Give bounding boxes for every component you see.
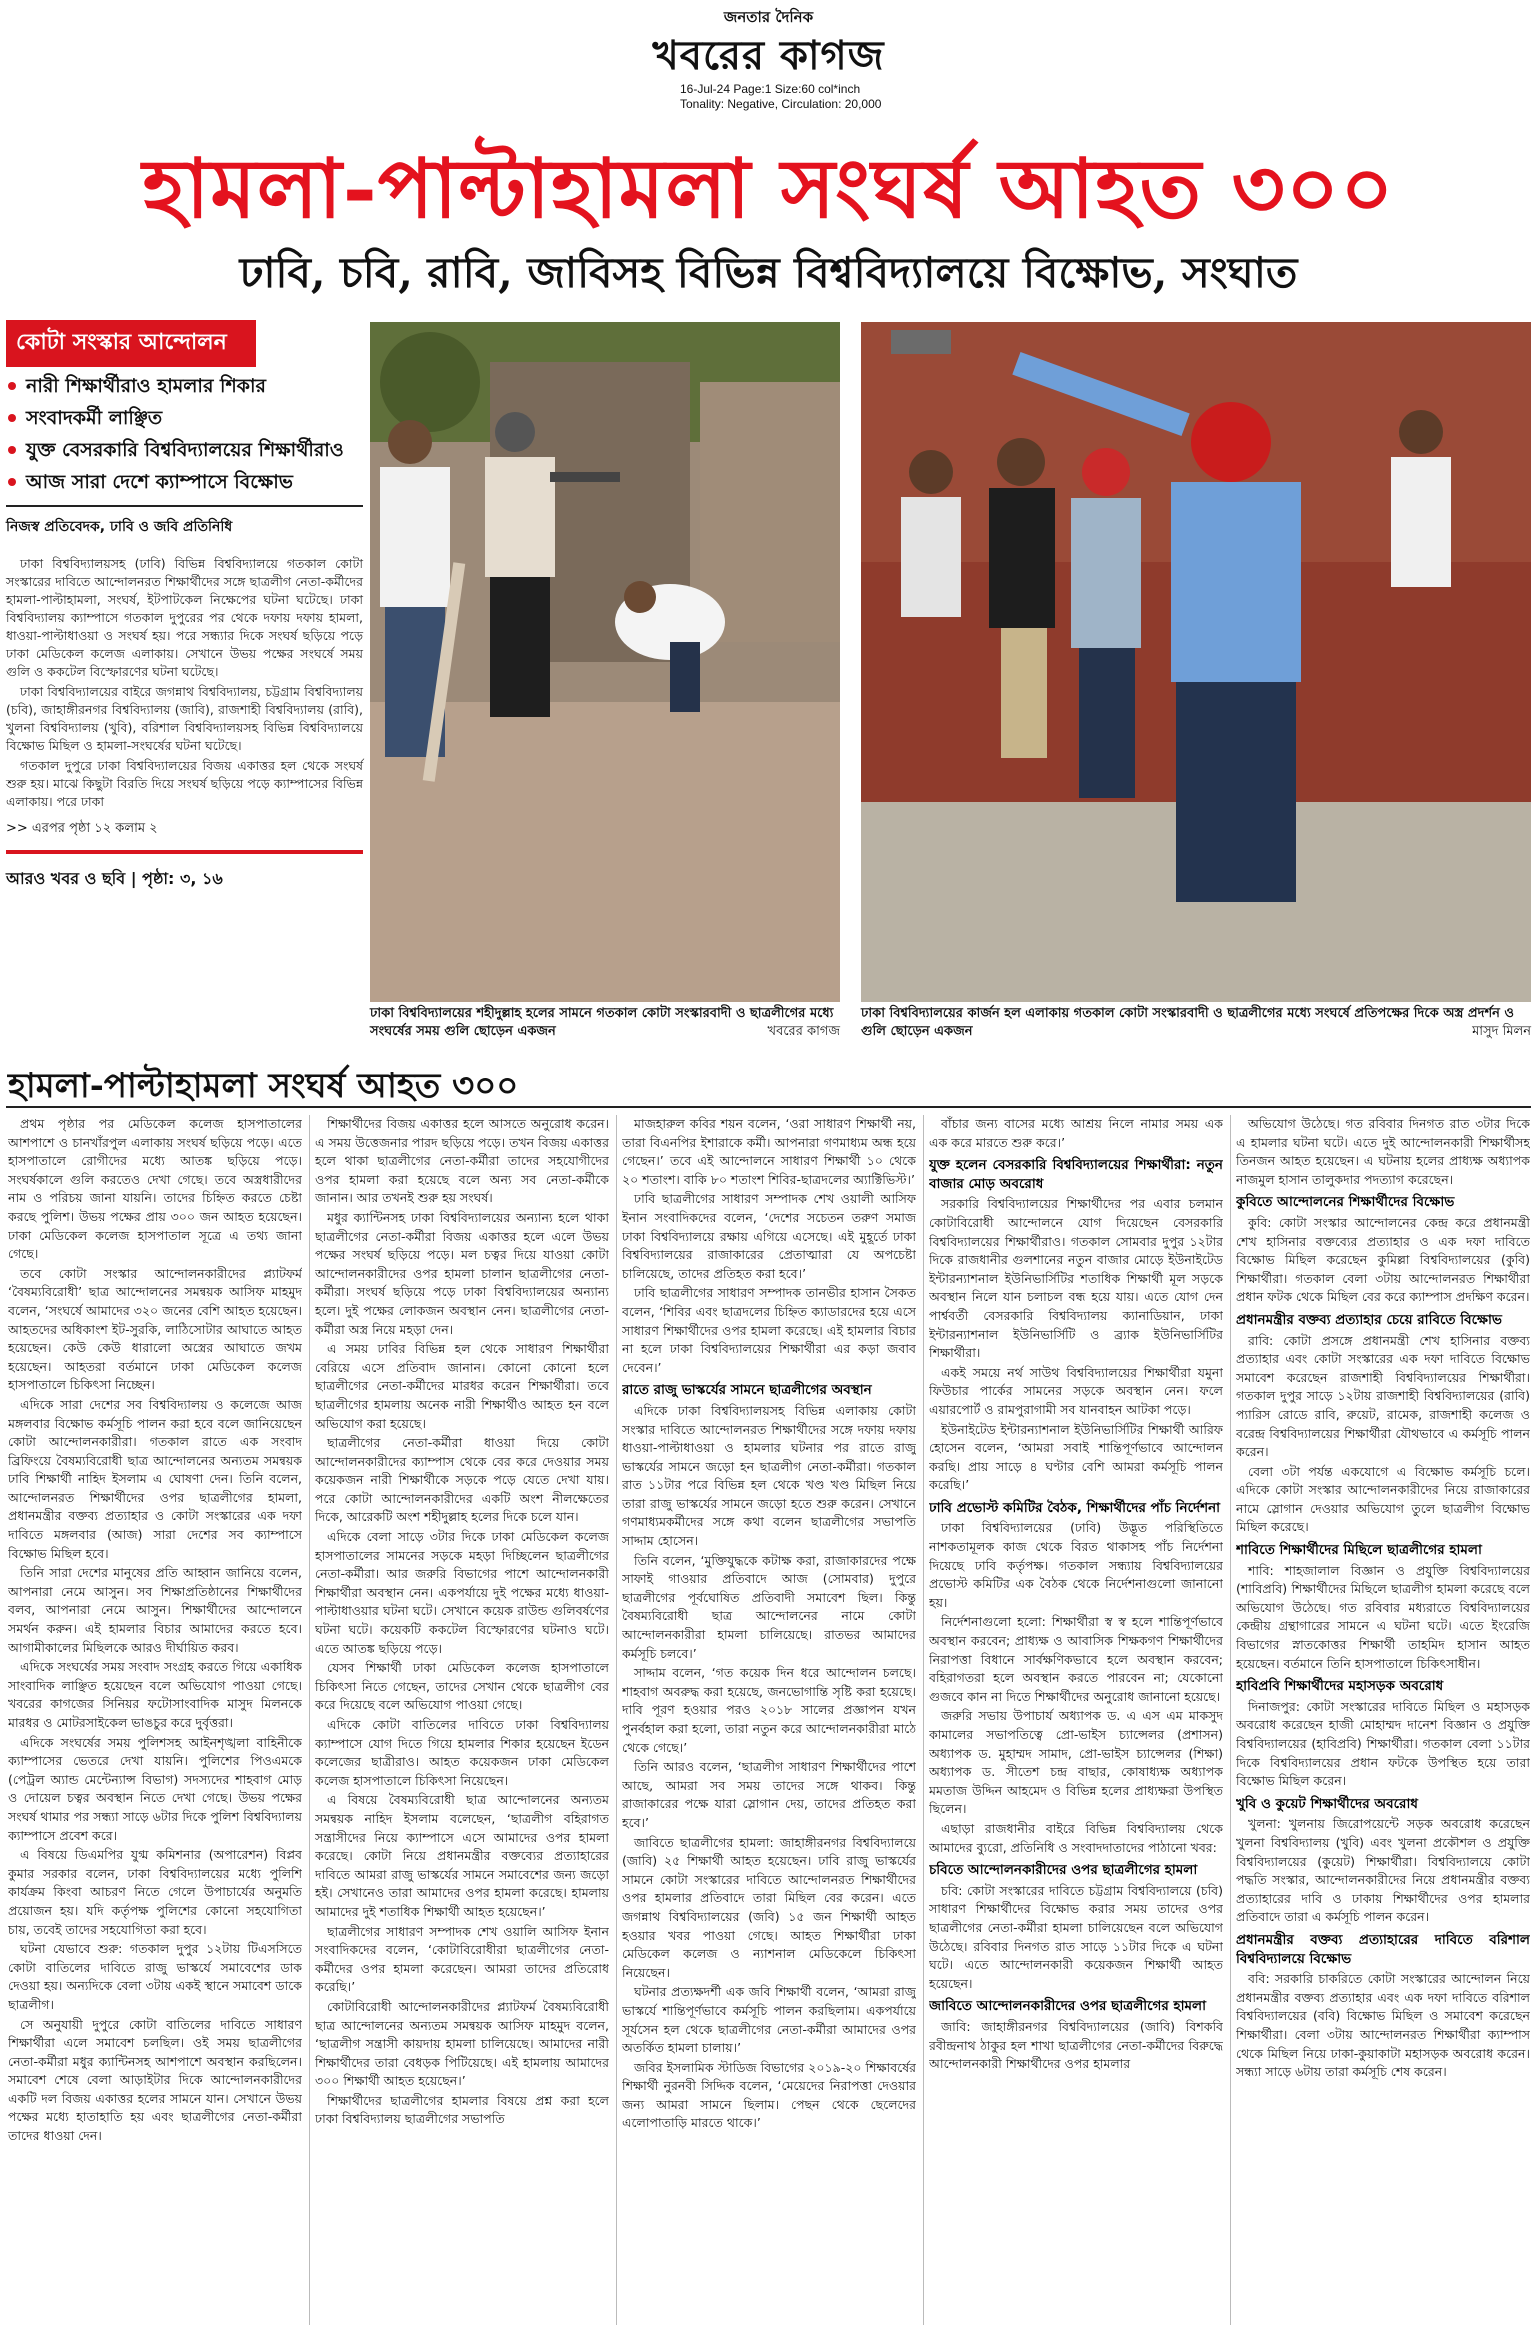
- article-paragraph: মধুর ক্যান্টিনসহ ঢাকা বিশ্ববিদ্যালয়ের অন্যান্য হলে থাকা ছাত্রলীগের নেতা-কর্মীরা বিজয় একাত্তর হলে এলে উভয় পক্ষের সংঘর্ষ ছড়িয়ে পড়ে। মল চত্বর দিয়ে যাওয়া কোটা আন্দোলনকারীদের ওপর হামলা চালান ছাত্রলীগের নেতা-কর্মীরা। সংঘর্ষ ছড়িয়ে পড়ে ঢাকা বিশ্ববিদ্যালয়ের অন্যান্য হলে। দুই পক্ষের লোকজন অবস্থান নেন। ছাত্রলীগের নেতা-কর্মীরা অস্ত্র নিয়ে মহড়া দেন।: [315, 1209, 609, 1337]
- article-paragraph: এদিকে সারা দেশের সব বিশ্ববিদ্যালয় ও কলেজে আজ মঙ্গলবার বিক্ষোভ কর্মসূচি পালন করা হবে বলে জানিয়েছেন কোটা আন্দোলনকারীরা। গতকাল রাতে এক সংবাদ ব্রিফিংয়ে বৈষম্যবিরোধী ছাত্র আন্দোলনের অন্যতম সমন্বয়ক ঢাবি শিক্ষার্থী নাহিদ ইসলাম এ ঘোষণা দেন। তিনি বলেন, আন্দোলনরত শিক্ষার্থীদের ওপর ছাত্রলীগের হামলা, প্রধানমন্ত্রীর বক্তব্য প্রত্যাহার ও কোটা সংস্কারের এক দফা দাবিতে মঙ্গলবার (আজ) সারা দেশের সব ক্যাম্পাসে বিক্ষোভ মিছিল হবে।: [8, 1396, 302, 1561]
- masthead-tagline: জনতার দৈনিক: [723, 8, 814, 26]
- article-paragraph: যেসব শিক্ষার্থী ঢাকা মেডিকেল কলেজ হাসপাতালে চিকিৎসা নিতে গেছেন, তাদের সেখান থেকে ছাত্রলীগ বের করে দিয়েছে বলে অভিযোগ পাওয়া গেছে।: [315, 1660, 609, 1713]
- article-column-5: [1236, 1115, 1530, 2325]
- article-paragraph: মাজহারুল কবির শয়ন বলেন, ‘ওরা সাধারণ শিক্ষার্থী নয়, তারা বিএনপির ইশারাকে কর্মী। আপনারা গণমাধ্যম অন্ধ হয়ে গেছেন।’ তবে এই আন্দোলনে সাধারণ শিক্ষার্থী ১০ থেকে ২০ শতাংশ। বাকি ৮০ শতাংশ শিবির-ছাত্রদলের অ্যাক্টিভিস্ট।’: [622, 1116, 916, 1187]
- photo-2-credit: মাসুদ মিলন: [1472, 1024, 1531, 1039]
- article-paragraph: তিনি বলেন, ‘মুক্তিযুদ্ধকে কটাক্ষ করা, রাজাকারদের পক্ষে সাফাই গাওয়ার প্রতিবাদে আজ (সোমবার) দুপুরে ছাত্রলীগের পূর্বঘোষিত প্রতিবাদী সমাবেশ ছিল। কিন্তু বৈষম্যবিরোধী ছাত্র আন্দোলনের নামে কোটা আন্দোলনকারীরা হামলা চালিয়েছে। রাতভর আমাদের কর্মসূচি চলবে।’: [622, 1552, 916, 1661]
- article-paragraph: তিনি সারা দেশের মানুষের প্রতি আহ্বান জানিয়ে বলেন, আপনারা নেমে আসুন। সব শিক্ষাপ্রতিষ্ঠানের শিক্ষার্থীদের বলব, আপনারা নেমে আসুন। শিক্ষার্থীদের আন্দোলনে সমর্থন করুন। এই হামলার বিচার আমাদের করতে হবে। আগামীকালের মিছিলকে আরও দীর্ঘায়িত করব।: [8, 1565, 302, 1655]
- column-divider: [923, 1115, 924, 2325]
- bullet-dot-icon: [8, 478, 16, 486]
- article-paragraph: জরুরি সভায় উপাচার্য অধ্যাপক ড. এ এস এম মাকসুদ কামালের সভাপতিত্বে প্রো-ভাইস চ্যান্সেলর (প্রশাসন) অধ্যাপক ড. মুহাম্মদ সামাদ, প্রো-ভাইস চ্যান্সেলর (শিক্ষা) অধ্যাপক ড. সীতেশ চন্দ্র বাছার, কোষাধ্যক্ষ অধ্যাপক মমতাজ উদ্দিন আহমেদ ও বিভিন্ন হলের প্রাধ্যক্ষরা উপস্থিত ছিলেন।: [929, 1708, 1223, 1817]
- article-paragraph: এদিকে কোটা বাতিলের দাবিতে ঢাকা বিশ্ববিদ্যালয় ক্যাম্পাসে যোগ দিতে গিয়ে হামলার শিকার হয়েছেন ইডেন কলেজের ছাত্রীরাও। আহত কয়েকজন ঢাকা মেডিকেল কলেজ হাসপাতালে চিকিৎসা নিয়েছেন।: [315, 1717, 609, 1788]
- byline: নিজস্ব প্রতিবেদক, ঢাবি ও জবি প্রতিনিধি: [6, 519, 233, 535]
- article-paragraph: একই সময়ে নর্থ সাউথ বিশ্ববিদ্যালয়ের শিক্ষার্থীরা যমুনা ফিউচার পার্কের সামনের সড়কে অবস্থান নেন। ফলে এয়ারপোর্ট ও রামপুরাগামী সব যানবাহন আটকা পড়ে।: [929, 1364, 1223, 1417]
- article-paragraph: ছাত্রলীগের নেতা-কর্মীরা ধাওয়া দিয়ে কোটা আন্দোলনকারীদের ক্যাম্পাস থেকে বের করে দেওয়ার সময় কয়েকজন নারী শিক্ষার্থীকে সড়কে পড়ে যেতে দেখা যায়। পরে কোটা আন্দোলনকারীদের একটি অংশ নীলক্ষেতের দিকে, আরেকটি অংশ শহীদুল্লাহ হলের দিকে চলে যান।: [315, 1435, 609, 1525]
- photo-1-caption-text: ঢাকা বিশ্ববিদ্যালয়ের শহীদুল্লাহ হলের সামনে গতকাল কোটা সংস্কারবাদী ও ছাত্রলীগের মধ্যে সংঘর্ষের সময় গুলি ছোড়েন একজন: [370, 1006, 834, 1039]
- section-subheading: চবিতে আন্দোলনকারীদের ওপর ছাত্রলীগের হামলা: [929, 1862, 1198, 1879]
- article-column-2: [315, 1115, 609, 2325]
- section-subheading: প্রধানমন্ত্রীর বক্তব্য প্রত্যাহার চেয়ে রাবিতে বিক্ষোভ: [1236, 1311, 1502, 1328]
- bullet-dot-icon: [8, 446, 16, 454]
- section-subheading: প্রধানমন্ত্রীর বক্তব্য প্রত্যাহারের দাবিতে বরিশাল বিশ্ববিদ্যালয়ে বিক্ষোভ: [1236, 1931, 1530, 1967]
- column-divider: [1230, 1115, 1231, 2325]
- highlight-item: আজ সারা দেশে ক্যাম্পাসে বিক্ষোভ: [6, 469, 363, 495]
- clipping-meta-line1: 16-Jul-24 Page:1 Size:60 col*inch: [680, 82, 861, 96]
- article-paragraph: কুবি: কোটা সংস্কার আন্দোলনের কেন্দ্র করে প্রধানমন্ত্রী শেখ হাসিনার বক্তব্যের প্রত্যাহার ও এক দফা দাবিতে বিক্ষোভ মিছিল করেছেন কুমিল্লা বিশ্ববিদ্যালয়ের (কুবি) শিক্ষার্থীরা। গতকাল বেলা ৩টায় আন্দোলনরত শিক্ষার্থীরা প্রধান ফটক থেকে মিছিল বের করে ক্যাম্পাস প্রদক্ষিণ করেন।: [1236, 1214, 1530, 1305]
- news-photo-1-image: [370, 322, 840, 1002]
- section-subheading: কুবিতে আন্দোলনের শিক্ষার্থীদের বিক্ষোভ: [1236, 1194, 1455, 1211]
- article-paragraph: ঘটনা যেভাবে শুরু: গতকাল দুপুর ১২টায় টিএসসিতে কোটা বাতিলের দাবিতে রাজু ভাস্কর্যে সমাবেশের ডাক দেওয়া হয়। অন্যদিকে বেলা ৩টায় একই স্থানে সমাবেশ ডাকে ছাত্রলীগ।: [8, 1941, 302, 2012]
- bullet-dot-icon: [8, 414, 16, 422]
- article-paragraph: ঢাকা বিশ্ববিদ্যালয়ের (ঢাবি) উদ্ভূত পরিস্থিতিতে নাশকতামূলক কাজ থেকে বিরত থাকাসহ পাঁচ নির্দেশনা দিয়েছে ঢাবি কর্তৃপক্ষ। গতকাল সন্ধ্যায় বিশ্ববিদ্যালয়ের প্রভোস্ট কমিটির এক বৈঠক থেকে নির্দেশনাগুলো জানানো হয়।: [929, 1520, 1223, 1610]
- newspaper-name: খবরের কাগজ: [652, 32, 885, 79]
- article-paragraph: বাঁচার জন্য বাসের মধ্যে আশ্রয় নিলে নামার সময় এক এক করে মারতে শুরু করে।’: [929, 1116, 1223, 1150]
- highlight-item: যুক্ত বেসরকারি বিশ্ববিদ্যালয়ের শিক্ষার্থীরাও: [6, 437, 363, 463]
- article-paragraph: শিক্ষার্থীদের বিজয় একাত্তর হলে আসতে অনুরোধ করেন। এ সময় উত্তেজনার পারদ ছড়িয়ে পড়ে। তখন বিজয় একাত্তর হলে থাকা ছাত্রলীগের নেতা-কর্মীরা তাদের সহযোগীদের ওপর হামলা করা হয়েছে বলে অন্য সব নেতা-কর্মীকে জানান। আর তখনই শুরু হয় সংঘর্ষ।: [315, 1116, 609, 1206]
- divider: [6, 505, 363, 507]
- clipping-meta: [680, 82, 881, 112]
- news-photo-2: [861, 322, 1531, 1002]
- article-paragraph: এছাড়া রাজধানীর বাইরে বিভিন্ন বিশ্ববিদ্যালয় থেকে আমাদের ব্যুরো, প্রতিনিধি ও সংবাদদাতাদের পাঠানো খবর:: [929, 1820, 1223, 1855]
- lead-paragraph: ঢাকা বিশ্ববিদ্যালয়ের বাইরে জগন্নাথ বিশ্ববিদ্যালয়, চট্টগ্রাম বিশ্ববিদ্যালয় (চবি), জাহাঙ্গীরনগর বিশ্ববিদ্যালয় (জাবি), রাজশাহী বিশ্ববিদ্যালয় (রাবি), খুলনা বিশ্ববিদ্যালয় (খুবি), বরিশাল বিশ্ববিদ্যালয়সহ বিভিন্ন বিশ্ববিদ্যালয়ে বিক্ষোভ মিছিল ও হামলা-সংঘর্ষের ঘটনা ঘটেছে।: [6, 684, 363, 753]
- column-divider: [616, 1115, 617, 2325]
- photo-1-caption: [370, 1005, 840, 1041]
- article-paragraph: এ সময় ঢাবির বিভিন্ন হল থেকে সাধারণ শিক্ষার্থীরা বেরিয়ে এসে প্রতিবাদ জানান। কোনো কোনো হলে ছাত্রলীগের নেতা-কর্মীদের মারধর করেন শিক্ষার্থীরা। তবে ছাত্রলীগের হামলায় অনেক নারী শিক্ষার্থীও আহত হন বলে অভিযোগ করা হয়েছে।: [315, 1341, 609, 1431]
- article-paragraph: ঢাবি ছাত্রলীগের সাধারণ সম্পাদক শেখ ওয়ালী আসিফ ইনান সংবাদিকদের বলেন, ‘দেশের সচেতন তরুণ সমাজ ঢাকা বিশ্ববিদ্যালয়ে রক্ষায় এগিয়ে এসেছে। এই মুহূর্তে ঢাকা বিশ্ববিদ্যালয়ের রাজাকারের প্রেতাত্মারা যে অপচেষ্টা চালিয়েছে, তাদের প্রতিহত করা হবে।’: [622, 1191, 916, 1281]
- more-news-pointer: আরও খবর ও ছবি | পৃষ্ঠা: ৩, ১৬: [6, 869, 223, 888]
- continued-note: >> এরপর পৃষ্ঠা ১২ কলাম ২: [6, 821, 158, 836]
- article-paragraph: শাবি: শাহজালাল বিজ্ঞান ও প্রযুক্তি বিশ্ববিদ্যালয়ের (শাবিপ্রবি) শিক্ষার্থীদের মিছিলে ছাত্রলীগ হামলা করেছে বলে অভিযোগ উঠেছে। গত রবিবার মধ্যরাতে বিশ্ববিদ্যালয়ের কেন্দ্রীয় গ্রন্থাগারের সামনে এ ঘটনা ঘটে। এতে ইংরেজি বিভাগের স্নাতকোত্তর শিক্ষার্থী তাহমিদ হাসান আহত হয়েছেন। বর্তমানে তিনি হাসপাতালে চিকিৎসাধীন।: [1236, 1562, 1530, 1671]
- article-paragraph: জাবিতে ছাত্রলীগের হামলা: জাহাঙ্গীরনগর বিশ্ববিদ্যালয়ে (জাবি) ২৫ শিক্ষার্থী আহত হয়েছেন। ঢাবি রাজু ভাস্কর্যের সামনে কোটা সংস্কারের দাবিতে আন্দোলনরত শিক্ষার্থীদের ওপর হামলার প্রতিবাদে তারা মিছিল বের করেন। এতে জগন্নাথ বিশ্ববিদ্যালয়ের (জবি) ১৫ জন শিক্ষার্থী আহত হওয়ার খবর পাওয়া গেছে। আহত শিক্ষার্থীরা ঢাকা মেডিকেল কলেজ ও ন্যাশনাল মেডিকেলে চিকিৎসা নিয়েছেন।: [622, 1834, 916, 1980]
- article-paragraph: এদিকে ঢাকা বিশ্ববিদ্যালয়সহ বিভিন্ন এলাকায় কোটা সংস্কার দাবিতে আন্দোলনরত শিক্ষার্থীদের সঙ্গে দফায় দফায় ধাওয়া-পাল্টাধাওয়া ও হামলার ঘটনার পর রাতে রাজু ভাস্কর্যের সামনে জড়ো হন ছাত্রলীগ নেতা-কর্মীরা। গতকাল রাত ১১টার পরে বিভিন্ন হল থেকে খণ্ড খণ্ড মিছিল নিয়ে তারা রাজু ভাস্কর্যের সামনে জড়ো হতে শুরু করেন। সেখানে গণমাধ্যমকর্মীদের সঙ্গে কথা বলেন ছাত্রলীগের সভাপতি সাদ্দাম হোসেন।: [622, 1402, 916, 1549]
- article-paragraph: সরকারি বিশ্ববিদ্যালয়ের শিক্ষার্থীদের পর এবার চলমান কোটাবিরোধী আন্দোলনে যোগ দিয়েছেন বেসরকারি বিশ্ববিদ্যালয়ের শিক্ষার্থীরাও। গতকাল সোমবার দুপুর ১২টার দিকে রাজধানীর গুলশানের নতুন বাজার মোড়ে ইউনাইটেড ইন্টারন্যাশনাল ইউনিভার্সিটির শতাধিক শিক্ষার্থী মূল সড়কে অবস্থান নিলে যান চলাচল বন্ধ হয়ে যায়। এতে যোগ দেন পার্শ্ববর্তী বেসরকারি বিশ্ববিদ্যালয় ক্যানাডিয়ান, ঢাকা ইন্টারন্যাশনাল ইউনিভার্সিটি ও ব্র্যাক ইউনিভার্সিটির শিক্ষার্থীরা।: [929, 1196, 1223, 1361]
- highlight-item: নারী শিক্ষার্থীরাও হামলার শিকার: [6, 373, 363, 399]
- section-subheading: যুক্ত হলেন বেসরকারি বিশ্ববিদ্যালয়ের শিক্ষার্থীরা: নতুন বাজার মোড় অবরোধ: [929, 1157, 1223, 1192]
- story-headline: হামলা-পাল্টাহামলা সংঘর্ষ আহত ৩০০: [8, 1066, 519, 1106]
- article-paragraph: জাবি: জাহাঙ্গীরনগর বিশ্ববিদ্যালয়ের (জাবি) বিশকবি রবীন্দ্রনাথ ঠাকুর হল শাখা ছাত্রলীগের নেতা-কর্মীদের বিরুদ্ধে আন্দোলনকারী শিক্ষার্থীদের ওপর হামলার: [929, 2018, 1223, 2072]
- divider: [6, 1106, 1531, 1108]
- article-paragraph: জবির ইসলামিক স্টাডিজ বিভাগের ২০১৯-২০ শিক্ষাবর্ষের শিক্ষার্থী নুরনবী সিদ্দিক বলেন, ‘মেয়েদের নিরাপত্তা দেওয়ার জন্য আমরা সামনে ছিলাম। পেছন থেকে ছেলেদের এলোপাতাড়ি মারতে থাকে।’: [622, 2059, 916, 2131]
- article-paragraph: চবি: কোটা সংস্কারের দাবিতে চট্টগ্রাম বিশ্ববিদ্যালয়ে (চবি) সাধারণ শিক্ষার্থীদের বিক্ষোভ করার সময় তাদের ওপর ছাত্রলীগের নেতা-কর্মীরা হামলা চালিয়েছেন বলে অভিযোগ উঠেছে। রবিবার দিনগত রাত সাড়ে ১১টার দিকে এ ঘটনা ঘটে। এতে আন্দোলনকারী কয়েকজন শিক্ষার্থী আহত হয়েছেন।: [929, 1882, 1223, 1991]
- article-paragraph: ইউনাইটেড ইন্টারন্যাশনাল ইউনিভার্সিটির শিক্ষার্থী আরিফ হোসেন বলেন, ‘আমরা সবাই শান্তিপূর্ণভাবে আন্দোলন করছি। প্রায় সাড়ে ৪ ঘণ্টার বেশি আমরা কর্মসূচি পালন করেছি।’: [929, 1421, 1223, 1493]
- section-subheading: খুবি ও কুয়েট শিক্ষার্থীদের অবরোধ: [1236, 1795, 1418, 1812]
- photo-2-caption-text: ঢাকা বিশ্ববিদ্যালয়ের কার্জন হল এলাকায় গতকাল কোটা সংস্কারবাদী ও ছাত্রলীগের মধ্যে সংঘর্ষে প্রতিপক্ষের দিকে অস্ত্র প্রদর্শন ও গুলি ছোড়েন একজন: [861, 1006, 1515, 1039]
- highlight-item: সংবাদকর্মী লাঞ্ছিত: [6, 405, 363, 431]
- section-subheading: জাবিতে আন্দোলনকারীদের ওপর ছাত্রলীগের হামলা: [929, 1998, 1206, 2015]
- lead-paragraph: গতকাল দুপুরে ঢাকা বিশ্ববিদ্যালয়ের বিজয় একাত্তর হল থেকে সংঘর্ষ শুরু হয়। মাঝে কিছুটা বিরতি দিয়ে সংঘর্ষ ছড়িয়ে পড়ে ক্যাম্পাসের বিভিন্ন এলাকায়। পরে ঢাকা: [6, 758, 363, 809]
- article-paragraph: শিক্ষার্থীদের ছাত্রলীগের হামলার বিষয়ে প্রশ্ন করা হলে ঢাকা বিশ্ববিদ্যালয় ছাত্রলীগের সভাপতি: [315, 2092, 609, 2127]
- topic-label: কোটা সংস্কার আন্দোলন: [6, 320, 256, 367]
- news-photo-2-image: [861, 322, 1531, 1002]
- main-headline: হামলা-পাল্টাহামলা সংঘর্ষ আহত ৩০০: [142, 141, 1395, 237]
- article-paragraph: তবে কোটা সংস্কার আন্দোলনকারীদের প্ল্যাটফর্ম ‘বৈষম্যবিরোধী’ ছাত্র আন্দোলনের সমন্বয়ক আসিফ মাহমুদ বলেন, ‘সংঘর্ষে আমাদের ৩২০ জনের বেশি আহত হয়েছেন। আহতদের অধিকাংশ ইট-সুরকি, লাঠিসোটার আঘাতে আহত হয়েছেন। কেউ কেউ ধারালো অস্ত্রের আঘাতে জখম হয়েছেন। আহতরা বর্তমানে ঢাকা মেডিকেল কলেজ হাসপাতালে চিকিৎসা নিচ্ছেন।: [8, 1265, 302, 1393]
- section-subheading: ঢাবি প্রভোস্ট কমিটির বৈঠক, শিক্ষার্থীদের পাঁচ নির্দেশনা: [929, 1499, 1221, 1516]
- bullet-dot-icon: [8, 382, 16, 390]
- article-column-1: [8, 1115, 302, 2325]
- article-column-3: [622, 1115, 916, 2325]
- masthead: [0, 0, 1537, 130]
- article-paragraph: খুলনা: খুলনায় জিরোপয়েন্টে সড়ক অবরোধ করেছেন খুলনা বিশ্ববিদ্যালয় (খুবি) এবং খুলনা প্রকৌশল ও প্রযুক্তি বিশ্ববিদ্যালয়ের (কুয়েট) শিক্ষার্থীরা। বিশ্ববিদ্যালয়ে কোটা পদ্ধতি সংস্কার, আন্দোলনকারীদের নিয়ে প্রধানমন্ত্রীর বক্তব্য প্রত্যাহারের দাবি ও ঢাকায় শিক্ষার্থীদের ওপর হামলার প্রতিবাদে তারা এ কর্মসূচি পালন করেন।: [1236, 1816, 1530, 1925]
- lead-paragraph: ঢাকা বিশ্ববিদ্যালয়সহ (ঢাবি) বিভিন্ন বিশ্ববিদ্যালয়ে গতকাল কোটা সংস্কারের দাবিতে আন্দোলনরত শিক্ষার্থীদের সঙ্গে ছাত্রলীগ নেতা-কর্মীদের হামলা-পাল্টাহামলা, সংঘর্ষ, ইটপাটকেল নিক্ষেপের ঘটনা ঘটেছে। ঢাকা বিশ্ববিদ্যালয় ক্যাম্পাসে গতকাল দুপুরের পর থেকে দফায় দফায় হামলা, ধাওয়া-পাল্টাধাওয়া ও সংঘর্ষ হয়। পরে সন্ধ্যার দিকে সংঘর্ষ ছড়িয়ে পড়ে ঢাকা মেডিকেল কলেজ এলাকায়। সেখানে উভয় পক্ষের সংঘর্ষে সময় গুলি ও ককটেল বিস্ফোরণের ঘটনা ঘটেছে।: [6, 556, 363, 679]
- sub-headline: ঢাবি, চবি, রাবি, জাবিসহ বিভিন্ন বিশ্ববিদ্যালয়ে বিক্ষোভ, সংঘাত: [239, 248, 1298, 297]
- article-paragraph: সে অনুযায়ী দুপুরে কোটা বাতিলের দাবিতে সাধারণ শিক্ষার্থীরা এলে সমাবেশ চলছিল। ওই সময় ছাত্রলীগের নেতা-কর্মীরা মধুর ক্যান্টিনসহ আশপাশে অবস্থান করছিলেন। সমাবেশ শেষে বেলা আড়াইটার দিকে আন্দোলনকারীদের একটি দল বিজয় একাত্তর হলের সামনে যান। সেখানে উভয় পক্ষের মধ্যে হাতাহাতি হয় এবং ছাত্রলীগের নেতা-কর্মীরা তাদের ধাওয়া দেন।: [8, 2016, 302, 2144]
- article-paragraph: ববি: সরকারি চাকরিতে কোটা সংস্কারের আন্দোলন নিয়ে প্রধানমন্ত্রীর বক্তব্য প্রত্যাহার এবং এক দফা দাবিতে বরিশাল বিশ্ববিদ্যালয়ের (ববি) বিক্ষোভ মিছিল ও সমাবেশ করেছেন শিক্ষার্থীরা। বেলা ৩টায় আন্দোলনরত শিক্ষার্থীরা ক্যাম্পাস থেকে মিছিল নিয়ে ঢাকা-কুয়াকাটা মহাসড়ক অবরোধ করেন। সন্ধ্যা সাড়ে ৬টায় তারা কর্মসূচি শেষ করেন।: [1236, 1971, 1530, 2080]
- article-paragraph: তিনি আরও বলেন, ‘ছাত্রলীগ সাধারণ শিক্ষার্থীদের পাশে আছে, আমরা সব সময় তাদের সঙ্গে থাকব। কিন্তু রাজাকারের পক্ষে যারা স্লোগান দেয়, তাদের প্রতিহত করা হবে।’: [622, 1759, 916, 1830]
- clipping-meta-line2: Tonality: Negative, Circulation: 20,000: [680, 97, 882, 111]
- photo-1-credit: খবরের কাগজ: [767, 1024, 840, 1039]
- column-divider: [309, 1115, 310, 2325]
- article-paragraph: এদিকে সংঘর্ষের সময় সংবাদ সংগ্রহ করতে গিয়ে একাধিক সাংবাদিক লাঞ্ছিত হয়েছেন বলে অভিযোগ পাওয়া গেছে। খবরের কাগজের সিনিয়র ফটোসাংবাদিক মাসুদ মিলনকে মারধর ও মোটরসাইকেল ভাঙচুর করে দুর্বৃত্তরা।: [8, 1659, 302, 1730]
- lead-story-body: [6, 555, 363, 811]
- article-paragraph: ঢাবি ছাত্রলীগের সাধারণ সম্পাদক তানভীর হাসান সৈকত বলেন, ‘শিবির এবং ছাত্রদলের চিহ্নিত ক্যাডারদের হয়ে এসে সাধারণ শিক্ষার্থীদের ওপর হামলা করেছে। এই হামলার বিচার না হলে ঢাকা বিশ্ববিদ্যালয়ের শিক্ষার্থীরা এর কড়া জবাব দেবেন।’: [622, 1285, 916, 1375]
- article-paragraph: বেলা ৩টা পর্যন্ত একযোগে এ বিক্ষোভ কর্মসূচি চলে। এদিকে কোটা সংস্কার আন্দোলনকারীদের নিয়ে রাজাকারের নামে স্লোগান দেওয়ার অভিযোগ তুলে ছাত্রলীগ বিক্ষোভ মিছিল করেছে।: [1236, 1463, 1530, 1535]
- article-paragraph: এ বিষয়ে ডিএমপির যুগ্ম কমিশনার (অপারেশন) বিপ্লব কুমার সরকার বলেন, ঢাকা বিশ্ববিদ্যালয়ের মধ্যে পুলিশি কার্যক্রম কিংবা আচরণ নিতে গেলে উপাচার্যের অনুমতি প্রয়োজন হয়। যদি কর্তৃপক্ষ পুলিশের কোনো সহযোগিতা চায়, তবেই তাদের সহযোগিতা করা হবে।: [8, 1847, 302, 1937]
- article-paragraph: এদিকে বেলা সাড়ে ৩টার দিকে ঢাকা মেডিকেল কলেজ হাসপাতালের সামনের সড়কে মহড়া দিচ্ছিলেন ছাত্রলীগের নেতা-কর্মীরা। আর জরুরি বিভাগের পাশে আন্দোলনকারী শিক্ষার্থীরা অবস্থান নেন। একপর্যায়ে দুই পক্ষের মধ্যে ধাওয়া-পাল্টাধাওয়ার ঘটনা ঘটে। সেখানে কয়েক রাউন্ড গুলিবর্ষণের ঘটনা ঘটে। কয়েকটি ককটেল বিস্ফোরণের ঘটনাও ঘটে। এতে আতঙ্ক ছড়িয়ে পড়ে।: [315, 1529, 609, 1656]
- article-paragraph: এদিকে সংঘর্ষের সময় পুলিশসহ আইনশৃঙ্খলা বাহিনীকে ক্যাম্পাসের ভেতরে দেখা যায়নি। পুলিশের পিওএমকে (পেট্রল অ্যান্ড মেন্টেন্যান্স বিভাগ) সদস্যদের শাহবাগ মোড় ও দোয়েল চত্বর অবস্থান নিতে দেখা গেছে। উভয় পক্ষের সংঘর্ষ থামার পর সন্ধ্যা সাড়ে ৬টার দিকে পুলিশ বিশ্ববিদ্যালয় ক্যাম্পাসে প্রবেশ করে।: [8, 1734, 302, 1843]
- article-paragraph: দিনাজপুর: কোটা সংস্কারের দাবিতে মিছিল ও মহাসড়ক অবরোধ করেছেন হাজী মোহাম্মদ দানেশ বিজ্ঞান ও প্রযুক্তি বিশ্ববিদ্যালয়ের (হাবিপ্রবি) শিক্ষার্থীরা। গতকাল বেলা ১১টার দিকে বিশ্ববিদ্যালয়ের প্রধান ফটকে উপস্থিত হয়ে তারা বিক্ষোভ মিছিল করেন।: [1236, 1698, 1530, 1789]
- article-paragraph: কোটাবিরোধী আন্দোলনকারীদের প্ল্যাটফর্ম বৈষম্যবিরোধী ছাত্র আন্দোলনের অন্যতম সমন্বয়ক আসিফ মাহমুদ বলেন, ‘ছাত্রলীগ সন্ত্রাসী কায়দায় হামলা চালিয়েছে। আমাদের নারী শিক্ষার্থীদের তারা বেধড়ক পিটিয়েছে। এই হামলায় আমাদের ৩০০ শিক্ষার্থী আহত হয়েছেন।’: [315, 1998, 609, 2089]
- section-subheading: শাবিতে শিক্ষার্থীদের মিছিলে ছাত্রলীগের হামলা: [1236, 1542, 1482, 1559]
- section-subheading: রাতে রাজু ভাস্কর্যের সামনে ছাত্রলীগের অবস্থান: [622, 1382, 872, 1399]
- article-column-4: [929, 1115, 1223, 2325]
- highlight-list: [6, 373, 363, 495]
- article-paragraph: ঘটনার প্রত্যক্ষদর্শী এক জবি শিক্ষার্থী বলেন, ‘আমরা রাজু ভাস্কর্যে শান্তিপূর্ণভাবে কর্মসূচি পালন করছিলাম। একপর্যায়ে সূর্যসেন হল থেকে ছাত্রলীগের নেতা-কর্মীরা আমাদের ওপর অতর্কিত হামলা চালায়।’: [622, 1984, 916, 2056]
- article-paragraph: এ বিষয়ে বৈষম্যবিরোধী ছাত্র আন্দোলনের অন্যতম সমন্বয়ক নাহিদ ইসলাম বলেছেন, ‘ছাত্রলীগ বহিরাগত সন্ত্রাসীদের নিয়ে ক্যাম্পাসে এসে আমাদের ওপর হামলা করেছে। কোটা নিয়ে প্রধানমন্ত্রীর বক্তব্যের প্রত্যাহারের দাবিতে আমরা রাজু ভাস্কর্যের সামনে সমাবেশের জন্য জড়ো হই। সেখানেও তারা আমাদের ওপর হামলা করেছে। হামলায় আমাদের দুই শতাধিক শিক্ষার্থী আহত হয়েছেন।’: [315, 1792, 609, 1919]
- photo-2-caption: [861, 1005, 1531, 1041]
- article-paragraph: প্রথম পৃষ্ঠার পর মেডিকেল কলেজ হাসপাতালের আশপাশে ও চানখাঁরপুল এলাকায় সংঘর্ষ ছড়িয়ে পড়ে। এতে হাসপাতালে রোগীদের মধ্যে আতঙ্ক ছড়িয়ে পড়ে। সংঘর্ষকালে গুলি করতেও দেখা গেছে। তবে অস্ত্রধারীদের নাম ও পরিচয় জানা যায়নি। তাদের চিহ্নিত করতে চেষ্টা করছে পুলিশ। উভয় পক্ষের প্রায় ৩০০ জন আহত হয়েছেন। ঢাকা মেডিকেল কলেজ হাসপাতাল সূত্রে এ তথ্য জানা গেছে।: [8, 1116, 302, 1262]
- news-photo-1: [370, 322, 840, 1002]
- article-paragraph: সাদ্দাম বলেন, ‘গত কয়েক দিন ধরে আন্দোলন চলছে। শাহবাগ অবরুদ্ধ করা হয়েছে, জনভোগান্তি সৃষ্টি করা হয়েছে। দাবি পূরণ হওয়ার পরও ২০১৮ সালের প্রজ্ঞাপন যখন পুনর্বহাল করা হলো, তারা নতুন করে আন্দোলনকারীরা মাঠে থেকে গেছে।’: [622, 1665, 916, 1755]
- lead-story-sidebar: [6, 320, 363, 1030]
- article-paragraph: ছাত্রলীগের সাধারণ সম্পাদক শেখ ওয়ালি আসিফ ইনান সংবাদিকদের বলেন, ‘কোটাবিরোধীরা ছাত্রলীগের নেতা-কর্মীদের ওপর হামলা করেছেন। আমরা তাদের প্রতিরোধ করেছি।’: [315, 1923, 609, 1995]
- article-paragraph: রাবি: কোটা প্রসঙ্গে প্রধানমন্ত্রী শেখ হাসিনার বক্তব্য প্রত্যাহার এবং কোটা সংস্কারের এক দফা দাবিতে বিক্ষোভ সমাবেশ করেছেন রাজশাহী বিশ্ববিদ্যালয়ের শিক্ষার্থীরা। গতকাল দুপুর সাড়ে ১২টায় রাজশাহী বিশ্ববিদ্যালয়ের (রাবি) প্যারিস রোডে রাবি, রুয়েট, রামেক, রাজশাহী কলেজ ও বরেন্দ্র বিশ্ববিদ্যালয়ের শিক্ষার্থীরা যৌথভাবে এ কর্মসূচি পালন করেন।: [1236, 1332, 1530, 1460]
- article-paragraph: অভিযোগ উঠেছে। গত রবিবার দিনগত রাত ৩টার দিকে এ হামলার ঘটনা ঘটে। এতে দুই আন্দোলনকারী শিক্ষার্থীসহ তিনজন আহত হয়েছেন। এ ঘটনায় হলের প্রাধ্যক্ষ অধ্যাপক নাজমুল হাসান তালুকদার পদত্যাগ করেছেন।: [1236, 1116, 1530, 1187]
- section-subheading: হাবিপ্রবি শিক্ষার্থীদের মহাসড়ক অবরোধ: [1236, 1678, 1444, 1695]
- article-paragraph: নির্দেশনাগুলো হলো: শিক্ষার্থীরা স্ব স্ব হলে শান্তিপূর্ণভাবে অবস্থান করবেন; প্রাধ্যক্ষ ও আবাসিক শিক্ষকগণ শিক্ষার্থীদের নিরাপত্তা বিধানে সার্বক্ষণিকভাবে হলে অবস্থান করবেন; বহিরাগতরা হলে অবস্থান করতে পারবেন না; যেকোনো গুজবে কান না দিতে শিক্ষার্থীদের অনুরোধ জানানো হয়েছে।: [929, 1614, 1223, 1704]
- divider: [6, 850, 363, 854]
